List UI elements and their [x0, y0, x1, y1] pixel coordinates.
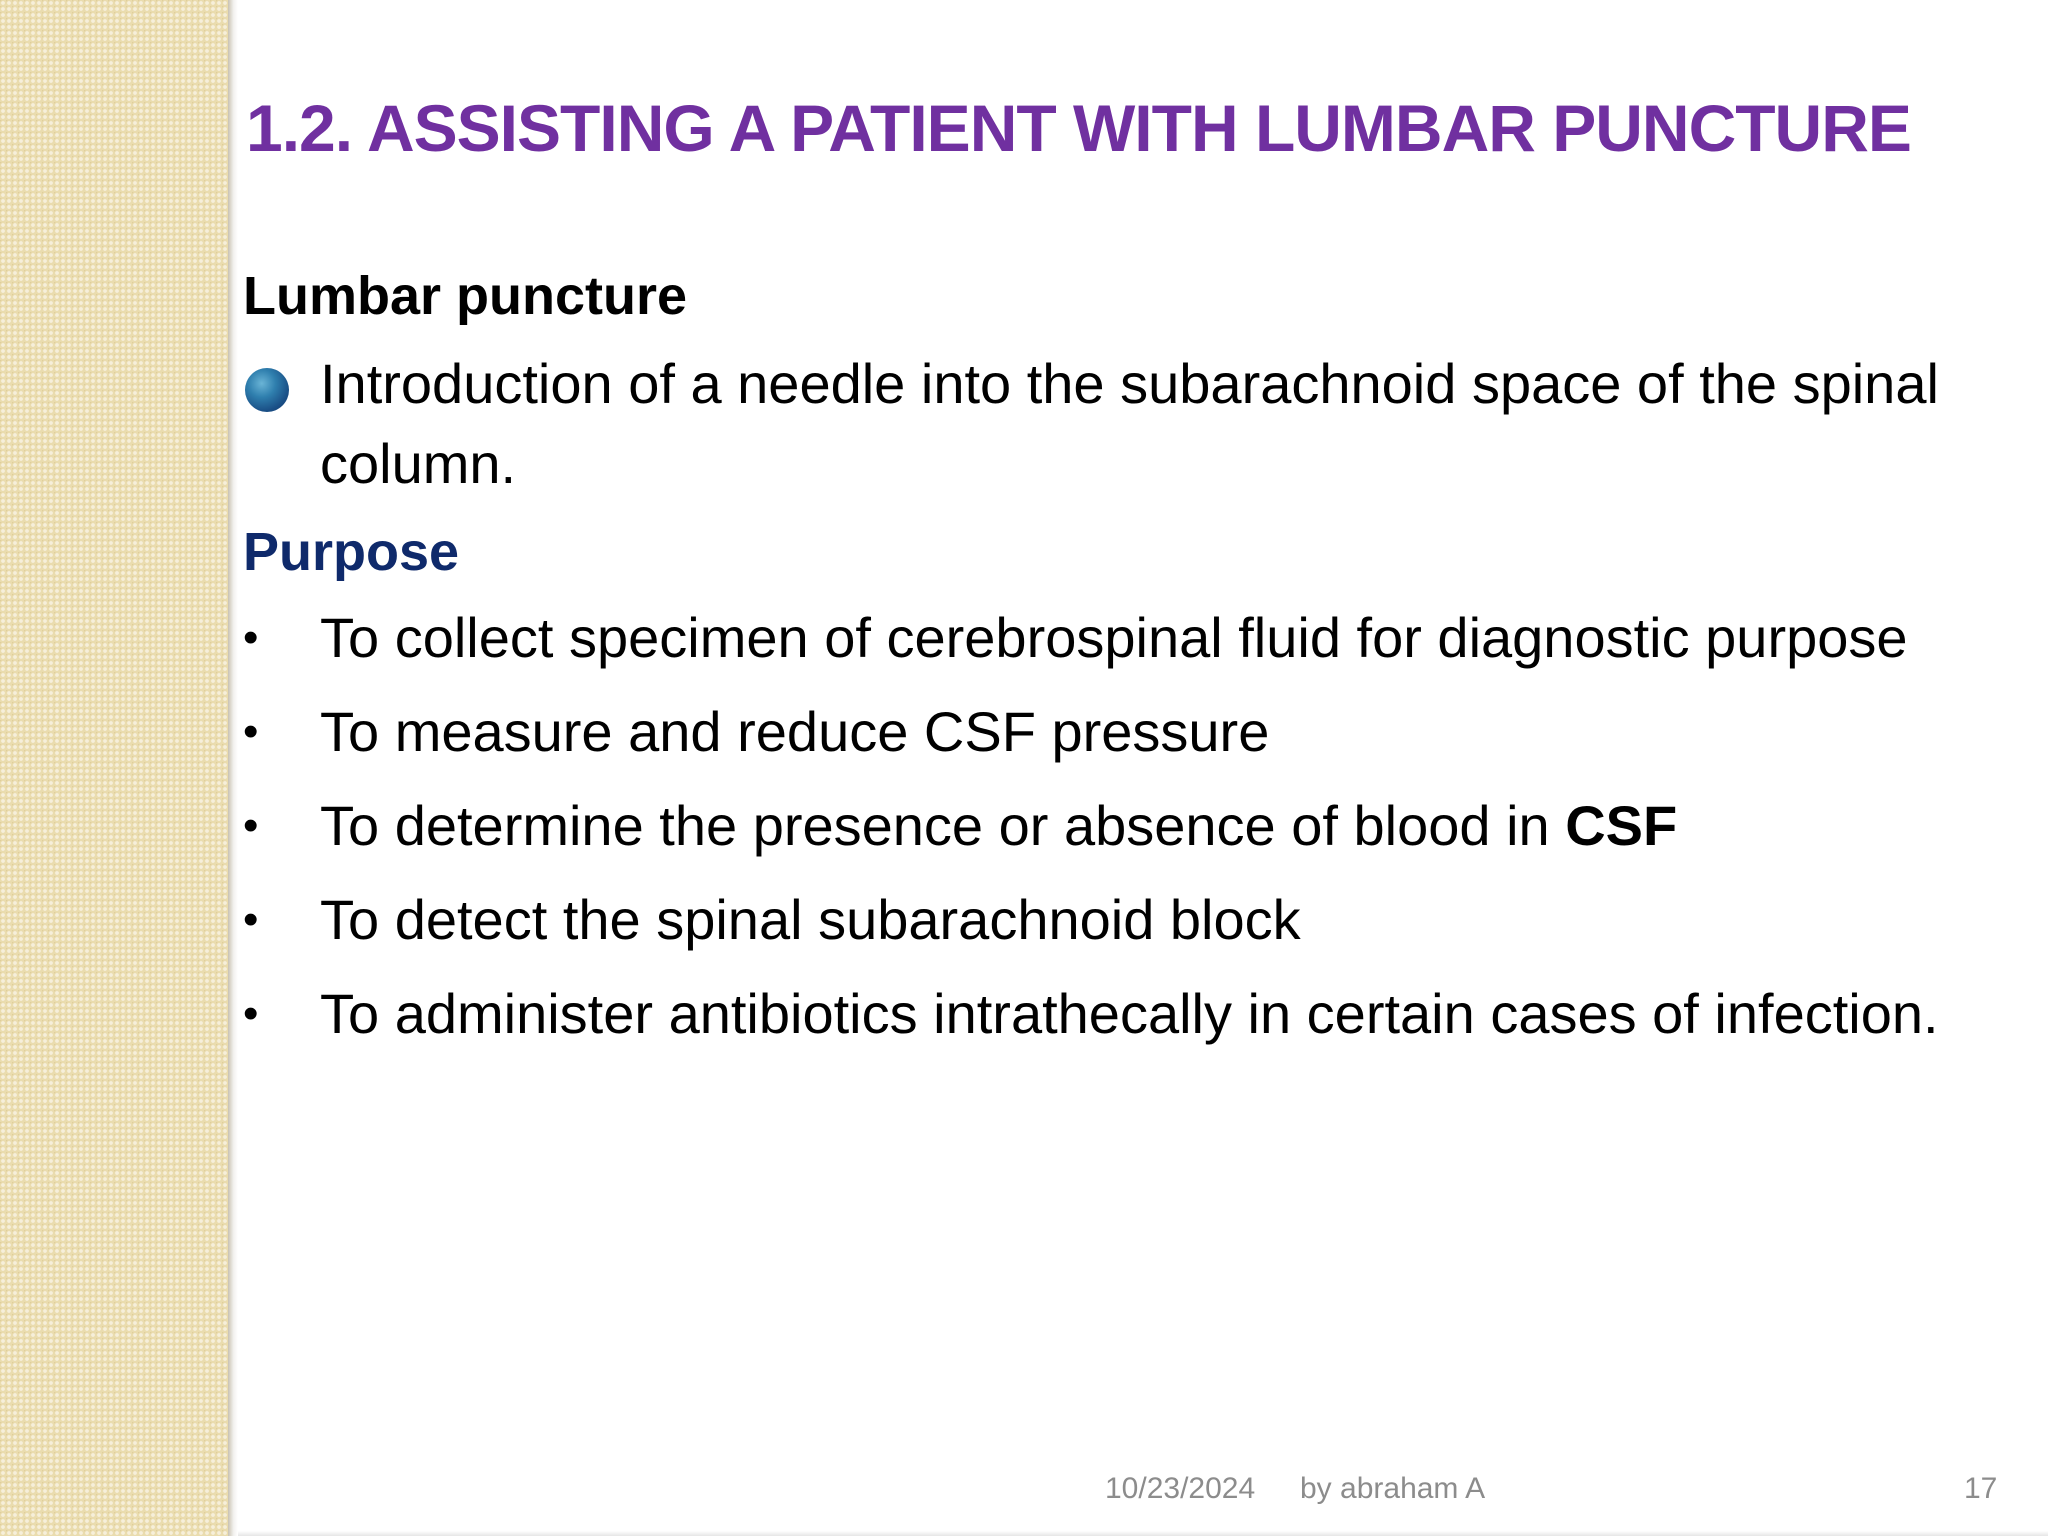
purpose-text: To collect specimen of cerebrospinal fluid for diagnostic purpose	[320, 606, 1908, 669]
footer-author: by abraham A	[1300, 1472, 1486, 1505]
bullet-icon: •	[243, 613, 259, 662]
purpose-text: To measure and reduce CSF pressure	[320, 700, 1270, 763]
bottom-edge-line	[238, 1531, 2048, 1536]
purpose-item	[243, 598, 1943, 678]
bullet-icon: •	[243, 895, 259, 944]
bullet-icon: •	[243, 707, 259, 756]
purpose-heading: Purpose	[243, 522, 460, 582]
purpose-item	[243, 880, 1943, 960]
definition-item	[243, 344, 1943, 504]
purpose-text-bold: CSF	[1565, 794, 1678, 857]
bullet-icon: •	[243, 801, 259, 850]
bullet-icon: •	[243, 989, 259, 1038]
slide-content	[243, 262, 1943, 1068]
purpose-text: To determine the presence or absence of blood in	[320, 794, 1566, 857]
side-band-shadow	[228, 0, 238, 1536]
footer-date: 10/23/2024	[1105, 1472, 1256, 1505]
globe-bullet-icon	[245, 368, 289, 412]
purpose-item	[243, 692, 1943, 772]
purpose-text: To detect the spinal subarachnoid block	[320, 888, 1301, 951]
definition-text: Introduction of a needle into the subarachnoid space of the spinal column.	[320, 352, 1939, 495]
page-number: 17	[1964, 1472, 1998, 1505]
purpose-text: To administer antibiotics intrathecally in certain cases of infection.	[320, 982, 1939, 1045]
purpose-item	[243, 786, 1943, 866]
slide-title: 1.2. ASSISTING A PATIENT WITH LUMBAR PUNCTURE	[246, 91, 1911, 165]
decorative-side-band	[0, 0, 228, 1536]
purpose-item	[243, 974, 1943, 1054]
definition-heading: Lumbar puncture	[243, 266, 688, 326]
